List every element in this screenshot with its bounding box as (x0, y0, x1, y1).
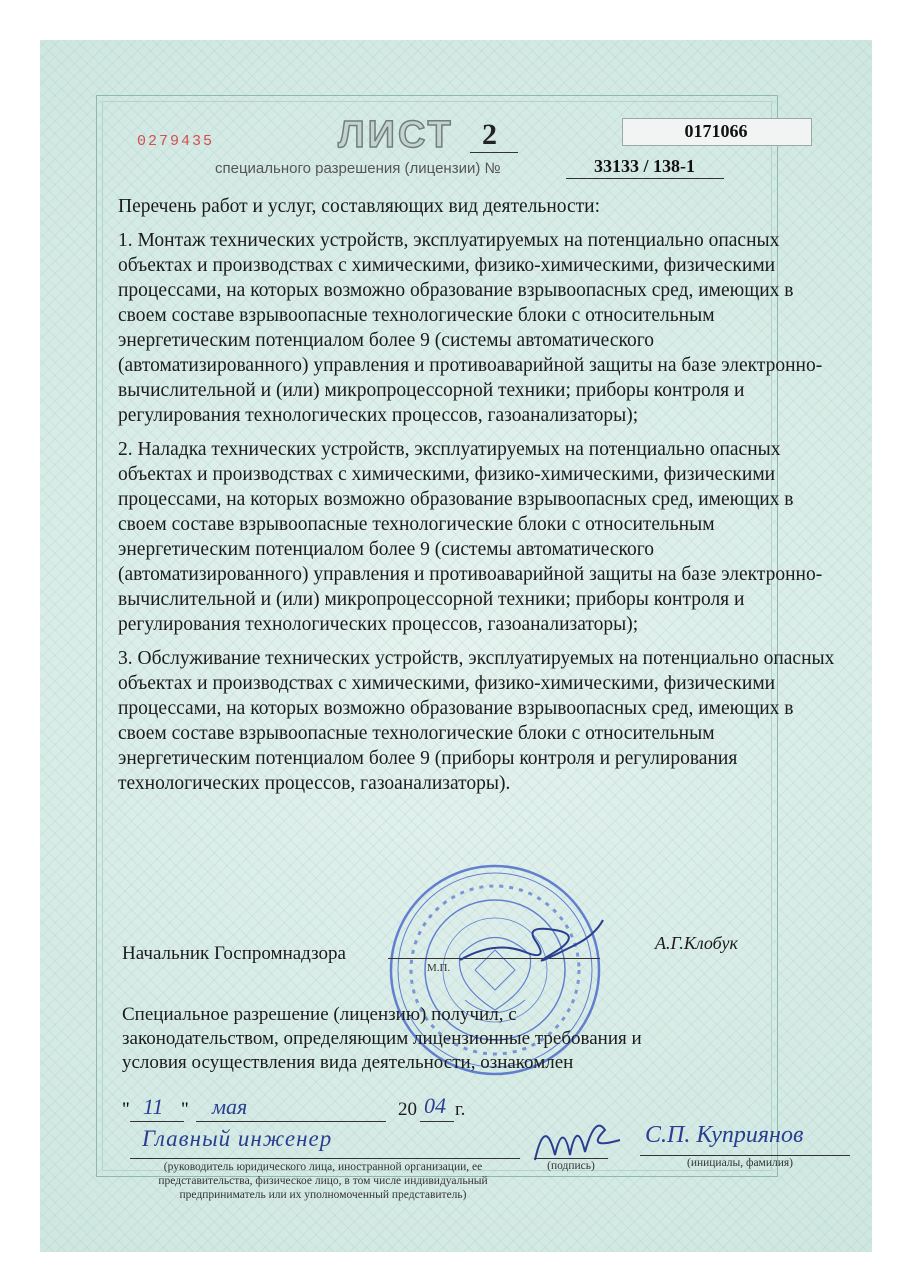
day-handwritten: 11 (143, 1094, 164, 1119)
seal-place-mark: М.П. (427, 962, 451, 974)
chief-signature (455, 900, 605, 980)
year-prefix: 20 (398, 1099, 417, 1120)
signature-caption: (подпись) (547, 1160, 595, 1172)
initials-handwritten: С.П. Куприянов (645, 1122, 804, 1148)
sheet-title: ЛИСТ (338, 114, 454, 156)
position-handwritten: Главный инженер (142, 1126, 333, 1151)
day-quote-close: " (181, 1099, 189, 1120)
permit-label: специального разрешения (лицензии) № (215, 160, 501, 177)
month-handwritten: мая (212, 1094, 248, 1119)
work-item-maintenance: 3. Обслуживание технических устройств, эксплуатируемых на потенциально опасных объектах и производствах с химическими, физико-химическими, физическими процессами, на которых возможно образование взрывоопасных сред, имеющих в своем составе взрывоопасные технологические блоки с относительным энергетическим потенциалом более 9 (приборы контроля и регулирования технологических процессов, газоанализаторы). (118, 648, 835, 794)
works-list (118, 194, 838, 805)
work-item-adjustment: 2. Наладка технических устройств, эксплуатируемых на потенциально опасных объектах и производствах с химическими, физико-химическими, физическими процессами, на которых возможно образование взрывоопасных сред, имеющих в своем составе взрывоопасные технологические блоки с относительным энергетическим потенциалом более 9 (системы автоматического (автоматизированного) управления и противоаварийной защиты на базе электронно-вычислительной и (или) микропроцессорной техники; приборы контроля и регулирования технологических процессов, газоанализаторы); (118, 439, 823, 635)
chief-title: Начальник Госпромнадзора (122, 943, 346, 964)
receipt-statement: Специальное разрешение (лицензию) получил, с законодательством, определяющим лицензионные требования и условия осуществления вида деятельности, ознакомлен (122, 1004, 642, 1073)
license-number-underline (566, 178, 724, 179)
license-number: 33133 / 138-1 (594, 156, 695, 176)
serial-number: 0279435 (137, 133, 215, 150)
year-suffix: г. (455, 1099, 466, 1120)
day-quote-open: " (122, 1099, 130, 1120)
position-caption: (руководитель юридического лица, иностранной организации, ее представительства, физическое лицо, в том числе индивидуальный предприниматель или их уполномоченный представитель) (158, 1161, 488, 1201)
sheet-number-underline (470, 152, 518, 153)
initials-caption: (инициалы, фамилия) (686, 1157, 794, 1169)
works-intro: Перечень работ и услуг, составляющих вид деятельности: (118, 196, 601, 217)
sheet-number: 2 (482, 118, 497, 151)
year-underline (420, 1121, 454, 1122)
month-underline (196, 1121, 386, 1122)
signature-underline (534, 1158, 608, 1159)
form-number: 0171066 (684, 121, 748, 141)
work-item-mounting: 1. Монтаж технических устройств, эксплуатируемых на потенциально опасных объектах и производствах с химическими, физико-химическими, физическими процессами, на которых возможно образование взрывоопасных сред, имеющих в своем составе взрывоопасные технологические блоки с относительным энергетическим потенциалом более 9 (системы автоматического (автоматизированного) управления и противоаварийной защиты на базе электронно-вычислительной и (или) микропроцессорной техники; приборы контроля и регулирования технологических процессов, газоанализаторы); (118, 230, 823, 426)
initials-underline (640, 1155, 850, 1156)
day-underline (130, 1121, 184, 1122)
position-underline (130, 1158, 520, 1159)
year-handwritten: 04 (424, 1093, 446, 1118)
chief-name: А.Г.Клобук (655, 933, 738, 953)
